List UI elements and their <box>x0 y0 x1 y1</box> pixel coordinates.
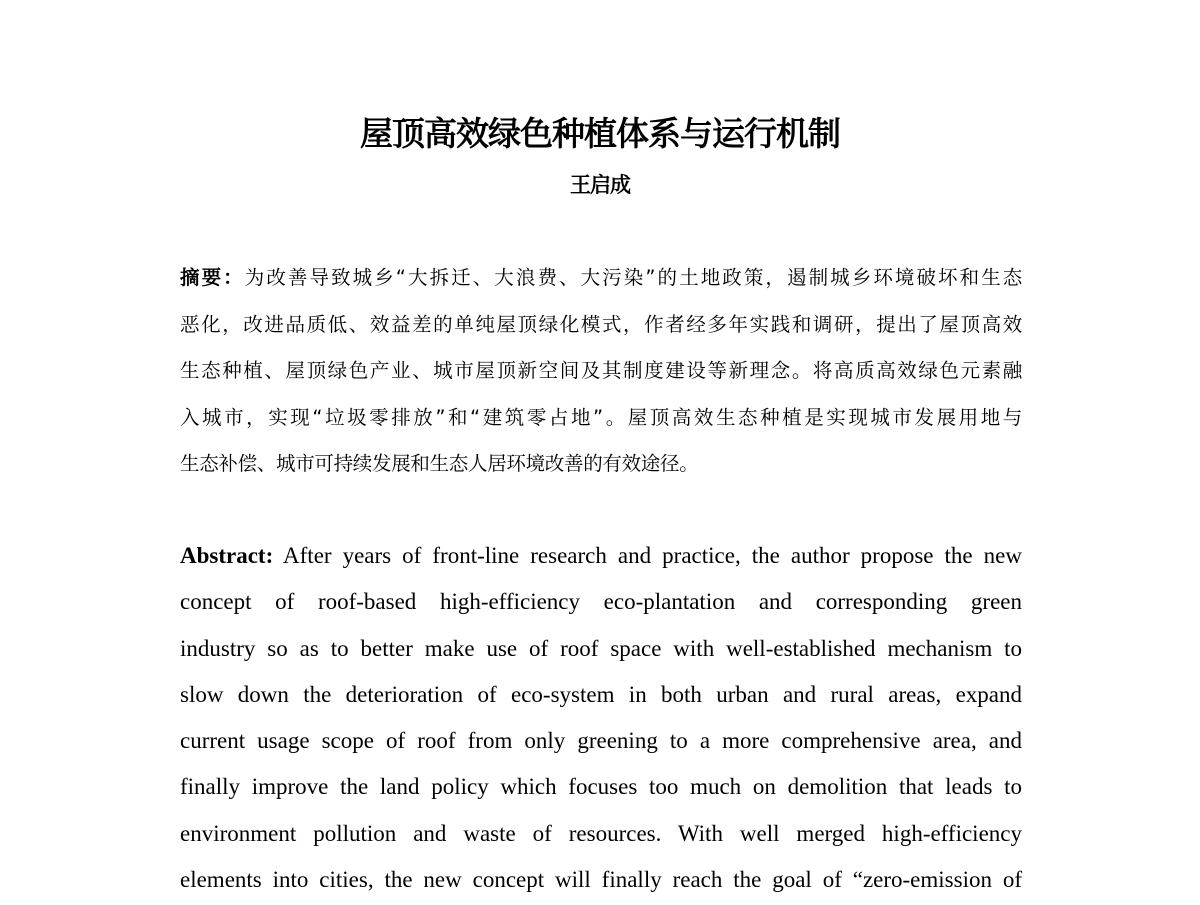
english-abstract-line: concept of roof-based high-efficiency eco-plantation and corresponding green <box>180 589 1022 615</box>
english-abstract-line <box>180 535 1022 581</box>
english-abstract-line: finally improve the land policy which focuses too much on demolition that leads to <box>180 774 1022 800</box>
english-abstract-line: environment pollution and waste of resources. With well merged high-efficiency <box>180 820 1022 846</box>
english-abstract-text: After years of front-line research and practice, the author propose the new <box>283 543 1022 568</box>
paper-title: 屋顶高效绿色种植体系与运行机制 <box>360 114 840 153</box>
english-abstract-line: elements into cities, the new concept will finally reach the goal of “zero-emission of <box>180 867 1022 893</box>
english-abstract-line: slow down the deterioration of eco-system in both urban and rural areas, expand <box>180 681 1022 707</box>
chinese-abstract-line: 恶化，改进品质低、效益差的单纯屋顶绿化模式，作者经多年实践和调研，提出了屋顶高效 <box>180 312 1022 336</box>
chinese-abstract-line: 生态种植、屋顶绿色产业、城市屋顶新空间及其制度建设等新理念。将高质高效绿色元素融 <box>180 359 1022 382</box>
chinese-abstract-label: 摘要： <box>180 266 245 289</box>
english-abstract <box>180 535 1022 905</box>
chinese-abstract-line: 入城市，实现“垃圾零排放”和“建筑零占地”。屋顶高效生态种植是实现城市发展用地与 <box>180 405 1022 429</box>
english-abstract-line: current usage scope of roof from only greening to a more comprehensive area, and <box>180 728 1022 754</box>
chinese-abstract-line: 生态补偿、城市可持续发展和生态人居环境改善的有效途径。 <box>180 452 699 475</box>
chinese-abstract-line <box>180 258 1022 305</box>
chinese-abstract <box>180 258 1022 491</box>
chinese-abstract-text: 为改善导致城乡“大拆迁、大浪费、大污染”的土地政策，遏制城乡环境破坏和生态 <box>244 266 1022 289</box>
english-abstract-label: Abstract: <box>180 543 274 568</box>
paper-author: 王启成 <box>570 173 630 197</box>
english-abstract-line: industry so as to better make use of roof space with well-established mechanism to <box>180 635 1022 661</box>
